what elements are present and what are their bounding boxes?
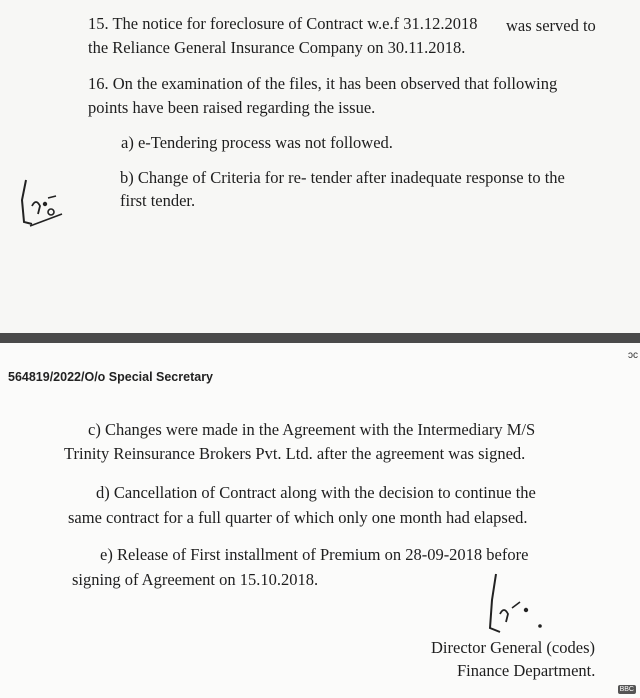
item-c-line-1: c) Changes were made in the Agreement with the Intermediary M/S [88, 420, 536, 439]
item-e-line-2: signing of Agreement on 15.10.2018. [72, 570, 319, 589]
handwritten-initials [18, 178, 68, 228]
para-15-line-2: the Reliance General Insurance Company on 30.11.2018. [88, 38, 466, 57]
file-reference-header: 564819/2022/O/o Special Secretary [8, 370, 214, 384]
para-15-line-1: 15. The notice for foreclosure of Contract w.e.f 31.12.2018 [88, 14, 478, 33]
item-d-line-1: d) Cancellation of Contract along with the decision to continue the [96, 483, 536, 502]
item-b-line-1: b) Change of Criteria for re- tender after inadequate response to the [120, 168, 565, 187]
item-b-line-2: first tender. [120, 191, 196, 210]
item-d-line-2: same contract for a full quarter of which only one month had elapsed. [68, 508, 528, 527]
para-15-line-1-tail: was served to [506, 16, 596, 35]
para-16-line-1: 16. On the examination of the files, it has been observed that following [88, 74, 558, 93]
document-page-top [0, 0, 640, 333]
item-e-line-1: e) Release of First installment of Premium on 28-09-2018 before [100, 545, 529, 564]
item-a: a) e-Tendering process was not followed. [121, 133, 393, 152]
page-divider [0, 333, 640, 343]
signatory-designation: Director General (codes) [431, 638, 595, 657]
watermark-stamp: BBC [619, 686, 634, 693]
corner-mark: ɔc [628, 350, 638, 361]
signatory-department: Finance Department. [457, 661, 596, 680]
para-16-line-2: points have been raised regarding the issue. [88, 98, 376, 117]
item-c-line-2: Trinity Reinsurance Brokers Pvt. Ltd. after the agreement was signed. [64, 444, 526, 463]
